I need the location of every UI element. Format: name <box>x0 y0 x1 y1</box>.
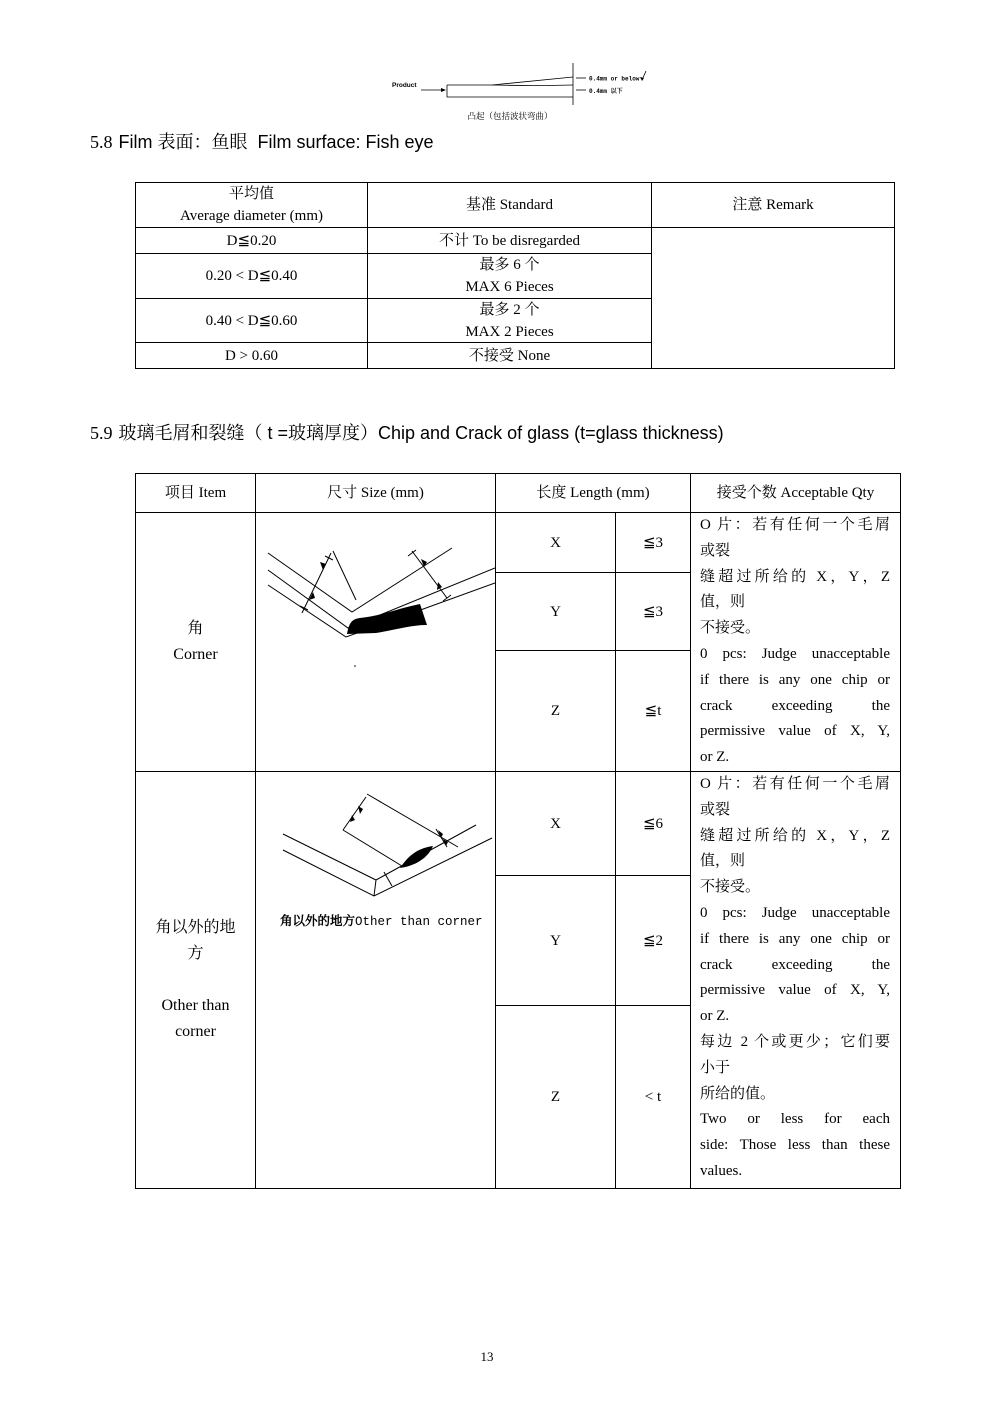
dimension-line <box>412 551 447 598</box>
dimension-label-cn: 0.4mm 以下 <box>589 88 623 95</box>
item-corner <box>136 513 256 772</box>
diameter-value: D≦0.20 <box>226 232 277 249</box>
acceptable-qty-line: permissive value of X, Y, <box>700 982 890 999</box>
dimension-line <box>343 797 366 830</box>
header-acceptable-qty <box>691 474 901 513</box>
acceptable-qty-line: 小于 <box>700 1059 731 1076</box>
acceptable-qty-line: 不接受。 <box>700 879 761 896</box>
standard-value-en: MAX 6 Pieces <box>465 279 554 295</box>
fish-eye-table <box>135 182 895 369</box>
acceptable-qty-other <box>691 772 901 1189</box>
length-dim-z: Z <box>550 1089 561 1105</box>
section-number: 5.9 <box>90 423 113 443</box>
bump-upper-line <box>447 77 573 85</box>
header-item <box>136 474 256 513</box>
dimension-arrow-head <box>421 559 427 567</box>
size-other-cell <box>256 772 496 1189</box>
length-dim-y: Y <box>550 932 561 949</box>
acceptable-qty-line: 值，则 <box>700 853 746 870</box>
length-limit-y: ≦2 <box>642 932 664 949</box>
acceptable-qty-line: or Z. <box>700 749 730 766</box>
length-limit-x: ≦6 <box>642 815 664 832</box>
remark-cell <box>652 228 895 369</box>
extension-line <box>343 830 402 866</box>
acceptable-qty-line: 或裂 <box>700 801 731 818</box>
diameter-cell <box>136 299 368 343</box>
acceptable-qty-line: 缝超过所给的 X，Y，Z <box>700 568 890 585</box>
extension-line <box>367 794 458 847</box>
corner-chip-diagram <box>256 513 495 771</box>
edge-chip-diagram <box>256 772 495 1188</box>
length-limit-cell <box>616 573 691 651</box>
standard-value-cn: 最多 2 个 <box>479 301 540 318</box>
diameter-value: 0.40 < D≦0.60 <box>205 312 298 329</box>
header-length <box>496 474 691 513</box>
dot-mark <box>354 665 356 667</box>
acceptable-qty-line: 不接受。 <box>700 620 761 637</box>
diameter-value: D > 0.60 <box>224 347 279 364</box>
length-limit-y: ≦3 <box>642 603 664 620</box>
corner-chip-mark <box>347 604 427 634</box>
diameter-cell <box>136 343 368 369</box>
standard-cell <box>368 343 652 369</box>
section-number: 5.8 <box>90 132 113 152</box>
header-standard <box>368 183 652 228</box>
edge-diagram-label-cn: 角以外的地方 <box>280 913 356 928</box>
dimension-line <box>302 553 331 613</box>
header-acceptable-qty-label: 接受个数 Acceptable Qty <box>716 485 875 501</box>
diameter-value: 0.20 < D≦0.40 <box>205 268 298 284</box>
item-other-en-line: Other than <box>161 997 230 1014</box>
acceptable-qty-line: 每边 2 个或更少；它们要 <box>700 1033 890 1050</box>
section-title: 玻璃毛屑和裂缝（ t =玻璃厚度）Chip and Crack of glass (t=glass thickness) <box>118 423 724 443</box>
product-bar-outline <box>447 85 573 97</box>
chip-crack-table <box>135 473 901 1189</box>
bump-lower-line <box>492 85 573 86</box>
length-limit-cell <box>616 772 691 876</box>
edge-diagram-label <box>280 913 483 930</box>
header-standard-label: 基准 Standard <box>465 197 554 213</box>
length-dim-z: Z <box>550 703 561 719</box>
protrusion-caption: 凸起（包括波状弯曲） <box>467 112 553 122</box>
length-limit-cell <box>616 513 691 573</box>
acceptable-qty-corner <box>691 513 901 772</box>
length-dim-cell <box>496 876 616 1006</box>
section-title: Film 表面：鱼眼 Film surface: Fish eye <box>118 132 434 152</box>
header-remark <box>652 183 895 228</box>
length-dim-cell <box>496 513 616 573</box>
dimension-arrow-head <box>437 582 442 590</box>
header-average-diameter <box>136 183 368 228</box>
acceptable-qty-line: or Z. <box>700 1008 730 1025</box>
size-corner-cell <box>256 513 496 772</box>
standard-cell <box>368 254 652 299</box>
standard-cell <box>368 228 652 254</box>
header-size-label: 尺寸 Size (mm) <box>327 485 424 501</box>
page-number: 13 <box>480 1349 494 1364</box>
acceptable-qty-line: 所给的值。 <box>700 1085 776 1102</box>
item-corner-en: Corner <box>173 646 218 663</box>
dimension-label-en: 0.4mm or below <box>589 75 640 83</box>
glass-edge-line <box>268 548 452 612</box>
acceptable-qty-line: 0 pcs: Judge unacceptable <box>700 904 890 921</box>
section-heading-5-9 <box>90 422 724 444</box>
glass-edge-line <box>374 880 376 896</box>
edge-chip-mark <box>400 846 433 868</box>
header-remark-label: 注意 Remark <box>732 197 814 213</box>
acceptable-qty-line: if there is any one chip or <box>700 930 890 947</box>
edge-diagram-label-en: Other than corner <box>355 915 483 929</box>
product-label: Product <box>392 82 417 89</box>
header-size <box>256 474 496 513</box>
header-average-diameter-en: Average diameter (mm) <box>180 208 323 224</box>
product-arrow-head <box>441 88 446 92</box>
diameter-cell <box>136 228 368 254</box>
header-average-diameter-cn: 平均值 <box>228 186 274 202</box>
length-dim-y: Y <box>550 603 561 620</box>
acceptable-qty-line: 0 pcs: Judge unacceptable <box>700 645 890 662</box>
length-dim-cell <box>496 651 616 772</box>
standard-value-en: MAX 2 Pieces <box>465 323 554 340</box>
extension-line <box>333 551 356 600</box>
item-other-than-corner <box>136 772 256 1189</box>
length-dim-x: X <box>550 534 561 551</box>
item-corner-cn: 角 <box>187 620 204 637</box>
standard-value: 不计 To be disregarded <box>439 232 580 249</box>
protrusion-figure <box>385 58 665 110</box>
item-other-cn-line: 角以外的地 <box>155 919 236 936</box>
header-length-label: 长度 Length (mm) <box>536 485 650 501</box>
acceptable-qty-line: 或裂 <box>700 542 731 559</box>
section-heading-5-8 <box>90 131 434 153</box>
length-limit-z: ≦t <box>644 703 662 719</box>
acceptable-qty-line: crack exceeding the <box>700 956 890 973</box>
length-dim-cell <box>496 772 616 876</box>
header-item-label: 项目 Item <box>164 485 227 501</box>
dimension-arrow-head <box>358 806 363 814</box>
length-limit-cell <box>616 651 691 772</box>
acceptable-qty-line: values. <box>700 1162 743 1179</box>
length-limit-cell <box>616 876 691 1006</box>
acceptable-qty-line: O 片：若有任何一个毛屑 <box>700 517 890 533</box>
item-other-en-line: corner <box>175 1023 216 1040</box>
item-other-cn-line: 方 <box>187 945 204 962</box>
acceptable-qty-line: O 片：若有任何一个毛屑 <box>700 776 890 792</box>
length-limit-z: < t <box>644 1089 662 1105</box>
length-dim-cell <box>496 573 616 651</box>
acceptable-qty-line: side: Those less than these <box>700 1137 890 1154</box>
standard-cell <box>368 299 652 343</box>
length-dim-cell <box>496 1006 616 1189</box>
length-limit-x: ≦3 <box>642 534 664 551</box>
standard-value: 不接受 None <box>468 347 551 364</box>
acceptable-qty-line: Two or less for each <box>700 1111 890 1128</box>
dimension-line <box>384 872 392 886</box>
glass-edge-line <box>283 838 492 896</box>
acceptable-qty-line: permissive value of X, Y, <box>700 723 890 740</box>
diameter-cell <box>136 254 368 299</box>
acceptable-qty-line: 值，则 <box>700 594 746 611</box>
length-dim-x: X <box>550 815 561 832</box>
acceptable-qty-line: crack exceeding the <box>700 697 890 714</box>
length-limit-cell <box>616 1006 691 1189</box>
standard-value-cn: 最多 6 个 <box>479 257 540 273</box>
acceptable-qty-line: 缝超过所给的 X，Y，Z <box>700 827 890 844</box>
acceptable-qty-line: if there is any one chip or <box>700 671 890 688</box>
